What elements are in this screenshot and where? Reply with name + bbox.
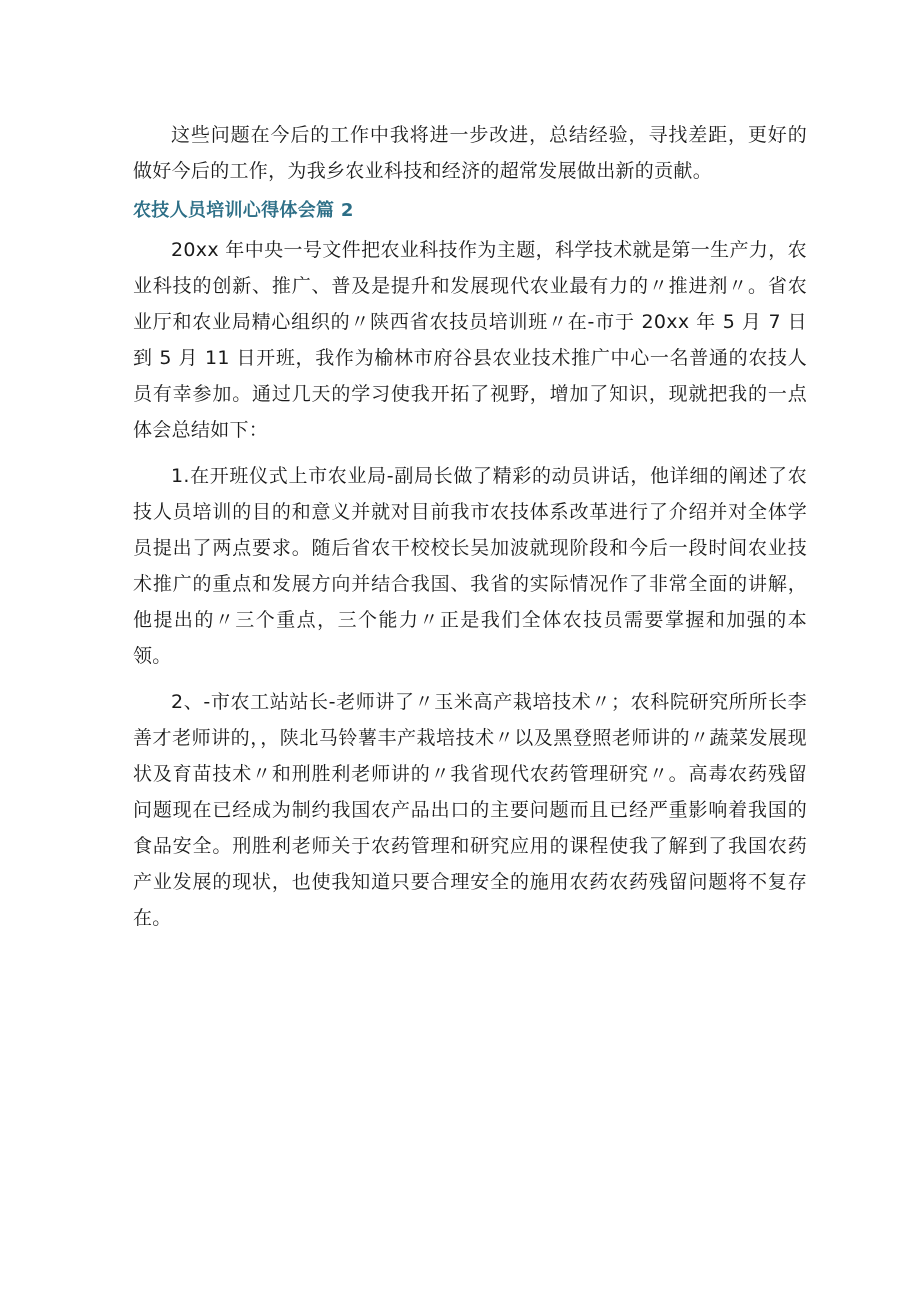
paragraph-intro: 20xx 年中央一号文件把农业科技作为主题，科学技术就是第一生产力，农业科技的创新、推广、普及是提升和发展现代农业最有力的〃推进剂〃。省农业厅和农业局精心组织的〃陕西省农技员培训班〃在-市于 20xx 年 5 月 7 日到 5 月 11 日开班，我作为榆林市府谷县农业技术推广中心一名普通的农技人员有幸参加。通过几天的学习使我开拓了视野，增加了知识，现就把我的一点体会总结如下： [133, 239, 807, 441]
paragraph-point-1: 1.在开班仪式上市农业局-副局长做了精彩的动员讲话，他详细的阐述了农技人员培训的目的和意义并就对目前我市农技体系改革进行了介绍并对全体学员提出了两点要求。随后省农干校校长吴加波就现阶段和今后一段时间农业技术推广的重点和发展方向并结合我国、我省的实际情况作了非常全面的讲解，他提出的〃三个重点，三个能力〃正是我们全体农技员需要掌握和加强的本领。 [133, 465, 807, 667]
document-body [133, 117, 807, 936]
section-heading: 农技人员培训心得体会篇 2 [133, 200, 354, 221]
paragraph-point-2: 2、-市农工站站长-老师讲了〃玉米高产栽培技术〃；农科院研究所所长李善才老师讲的，，陕北马铃薯丰产栽培技术〃以及黑登照老师讲的〃蔬菜发展现状及育苗技术〃和刑胜利老师讲的〃我省现代农药管理研究〃。高毒农药残留问题现在已经成为制约我国农产品出口的主要问题而且已经严重影响着我国的食品安全。刑胜利老师关于农药管理和研究应用的课程使我了解到了我国农药产业发展的现状，也使我知道只要合理安全的施用农药农药残留问题将不复存在。 [133, 691, 807, 929]
paragraph-closing: 这些问题在今后的工作中我将进一步改进，总结经验，寻找差距，更好的做好今后的工作，为我乡农业科技和经济的超常发展做出新的贡献。 [133, 124, 807, 182]
